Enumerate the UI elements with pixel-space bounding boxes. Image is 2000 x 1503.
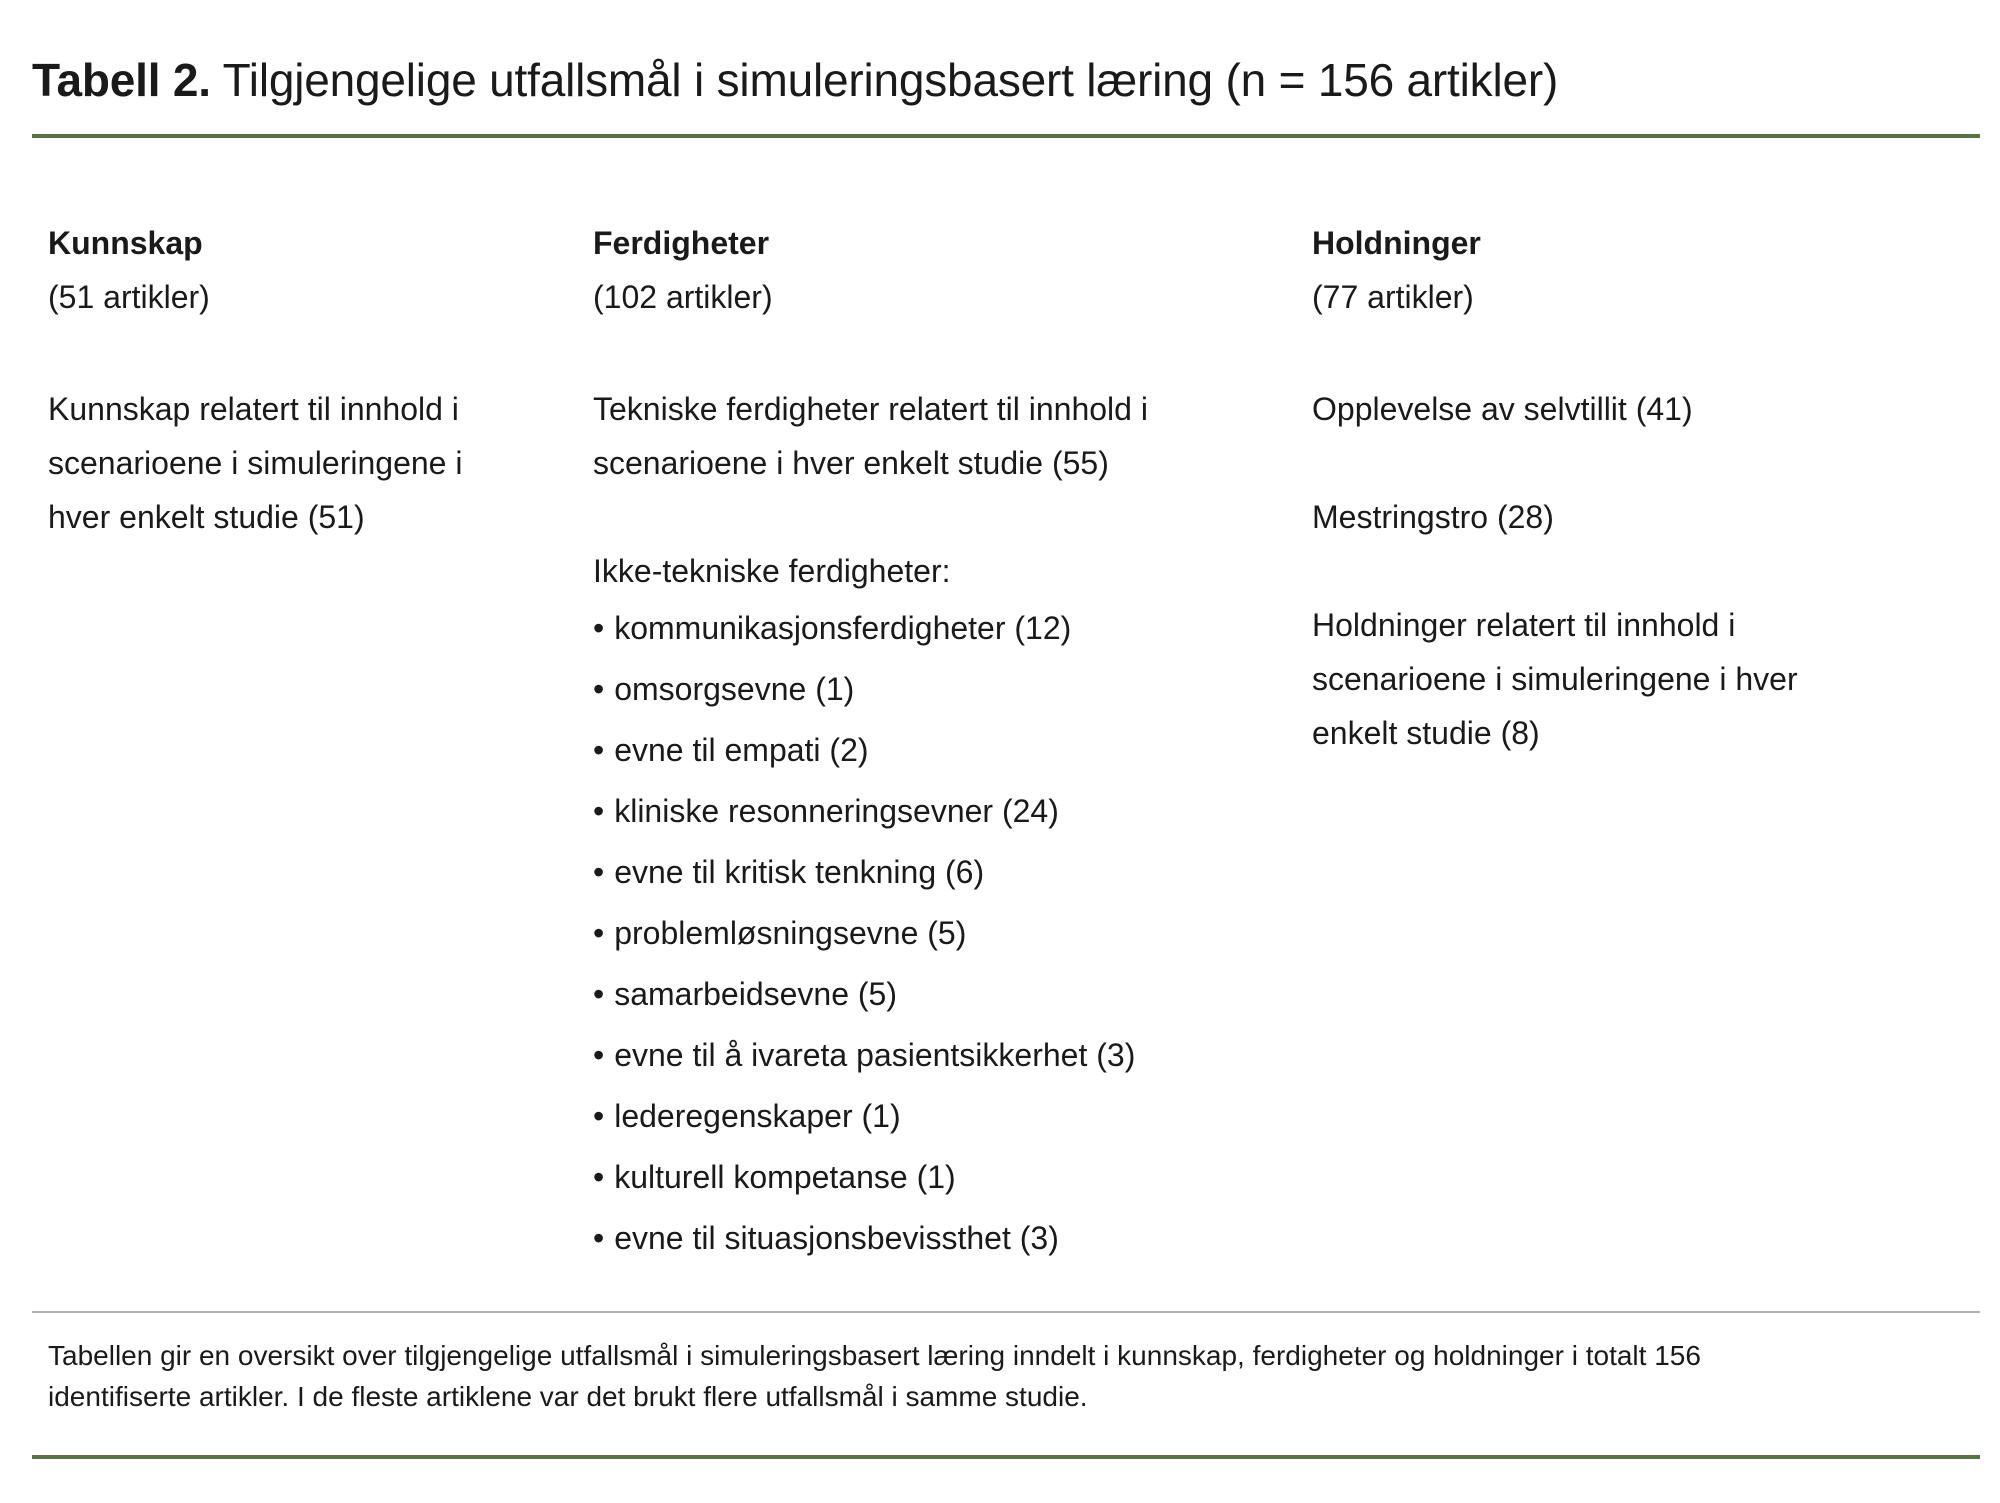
list-item: • lederegenskaper (1) xyxy=(593,1098,901,1134)
list-item: • samarbeidsevne (5) xyxy=(593,976,897,1012)
list-item: • evne til å ivareta pasientsikkerhet (3) xyxy=(593,1037,1136,1073)
bullet-list xyxy=(593,598,1273,1269)
text-line: Opplevelse av selvtillit (41) xyxy=(1312,391,1693,427)
list-item: • kulturell kompetanse (1) xyxy=(593,1159,956,1195)
text-line: scenarioene i hver enkelt studie (55) xyxy=(593,445,1109,481)
column-count: (77 artikler) xyxy=(1312,279,1474,315)
list-item: • evne til empati (2) xyxy=(593,732,869,768)
list-item: • kliniske resonneringsevner (24) xyxy=(593,793,1059,829)
text-line: hver enkelt studie (51) xyxy=(48,499,365,535)
list-item: • omsorgsevne (1) xyxy=(593,671,855,707)
table-number: Tabell 2. xyxy=(32,54,211,106)
bottom-divider xyxy=(32,1455,1980,1459)
column-count: (51 artikler) xyxy=(48,279,210,315)
text-line: enkelt studie (8) xyxy=(1312,715,1540,751)
list-item: • kommunikasjonsferdigheter (12) xyxy=(593,610,1072,646)
footnote-divider xyxy=(32,1311,1980,1313)
footnote-line: Tabellen gir en oversikt over tilgjengelige utfallsmål i simuleringsbasert læring inndelt i kunnskap, ferdigheter og holdninger i totalt 156 xyxy=(48,1340,1701,1371)
text-line: Kunnskap relatert til innhold i xyxy=(48,391,459,427)
list-item: • evne til kritisk tenkning (6) xyxy=(593,854,985,890)
column-count: (102 artikler) xyxy=(593,279,773,315)
list-item: • problemløsningsevne (5) xyxy=(593,915,967,951)
footnote-line: identifiserte artikler. I de fleste artiklene var det brukt flere utfallsmål i samme studie. xyxy=(48,1381,1088,1412)
text-line: scenarioene i simuleringene i hver xyxy=(1312,661,1798,697)
text-line: scenarioene i simuleringene i xyxy=(48,445,463,481)
text-line: Tekniske ferdigheter relatert til innhold i xyxy=(593,391,1148,427)
column-heading: Kunnskap xyxy=(48,225,203,261)
top-divider xyxy=(32,134,1980,138)
column-kunnskap xyxy=(48,216,568,544)
table-title-text: Tilgjengelige utfallsmål i simuleringsbasert læring (n = 156 artikler) xyxy=(222,54,1559,106)
text-line: Holdninger relatert til innhold i xyxy=(1312,607,1736,643)
column-heading: Holdninger xyxy=(1312,225,1481,261)
column-holdninger xyxy=(1312,216,1952,760)
column-ferdigheter xyxy=(593,216,1273,1269)
list-item: • evne til situasjonsbevissthet (3) xyxy=(593,1220,1059,1256)
nontechnical-label: Ikke-tekniske ferdigheter: xyxy=(593,553,951,589)
table-title xyxy=(32,48,1558,112)
column-heading: Ferdigheter xyxy=(593,225,770,261)
table-footnote xyxy=(48,1335,1948,1417)
text-line: Mestringstro (28) xyxy=(1312,499,1554,535)
